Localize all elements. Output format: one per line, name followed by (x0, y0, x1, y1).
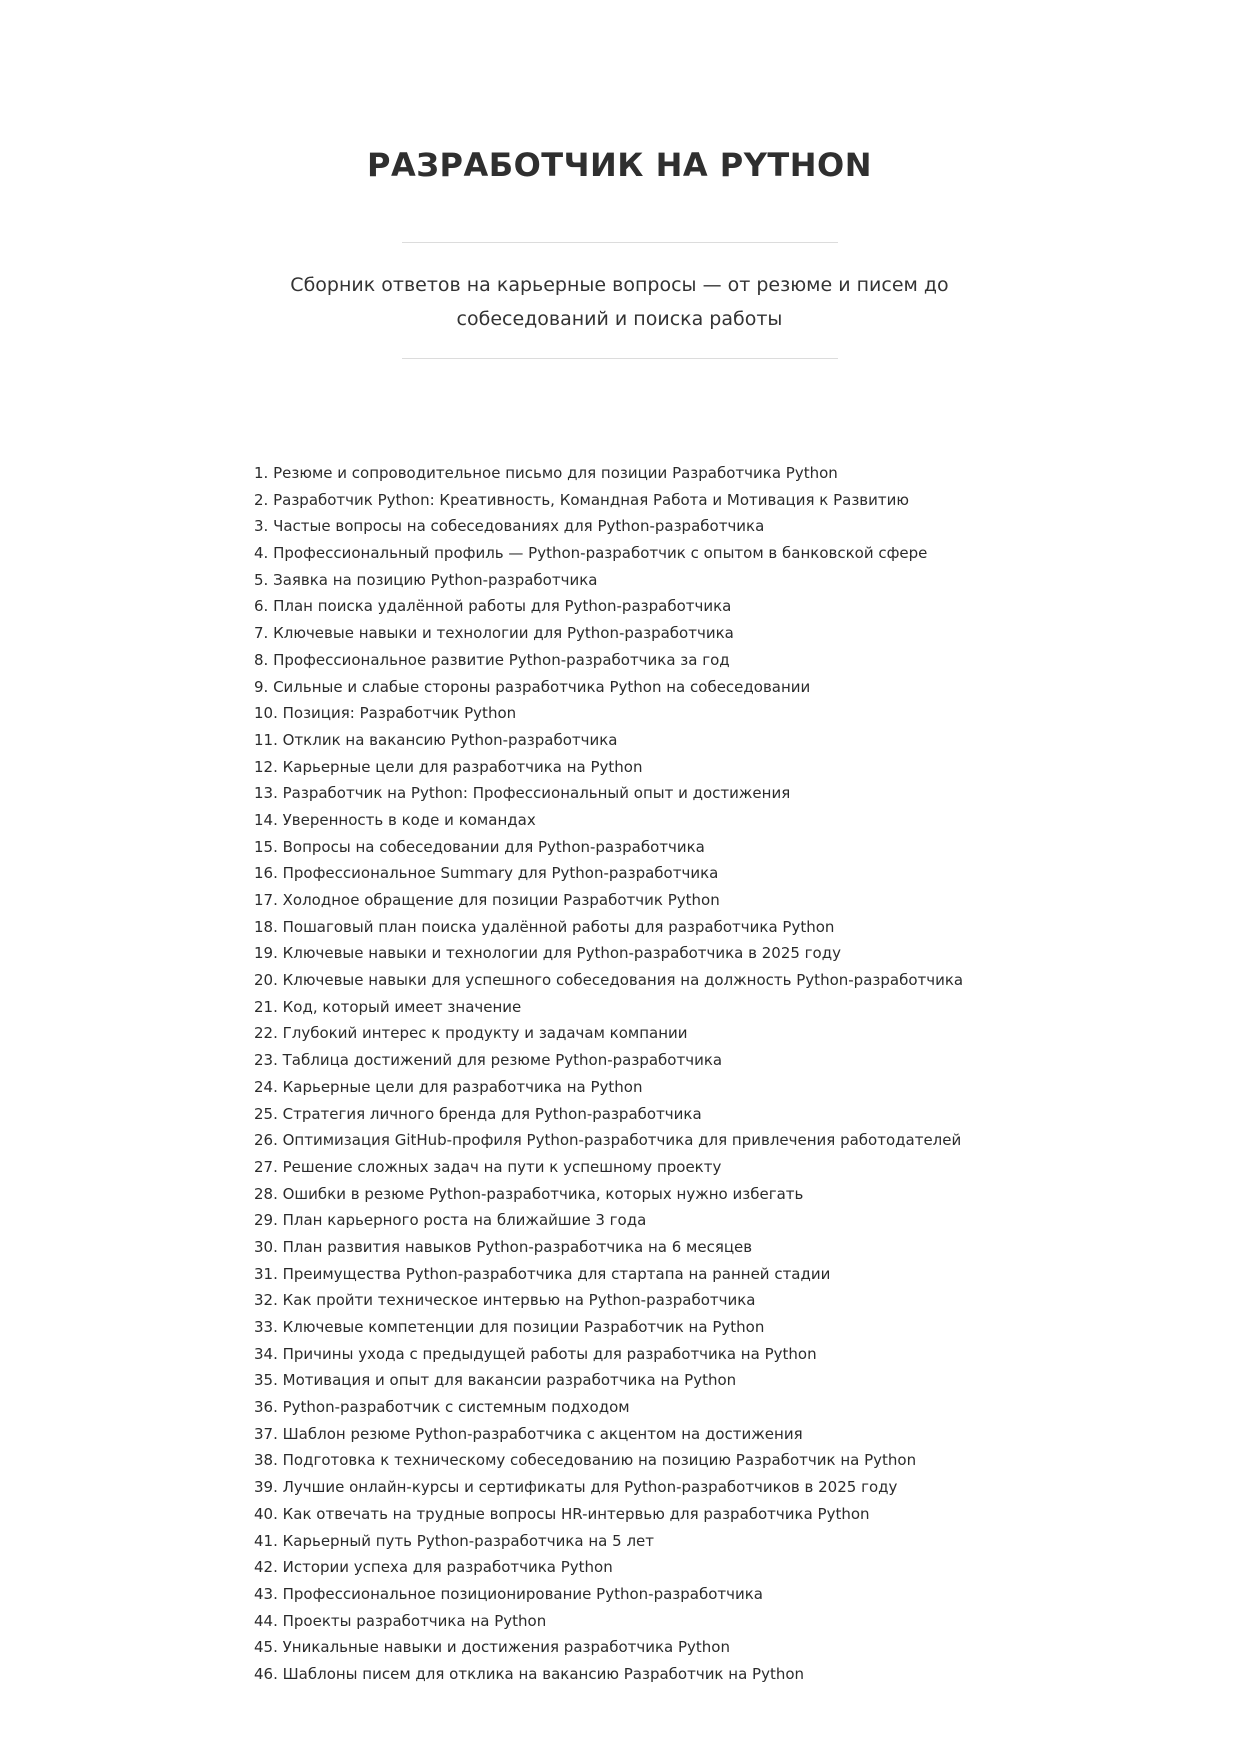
toc-item: 31. Преимущества Python-разработчика для стартапа на ранней стадии (254, 1264, 831, 1283)
toc-item: 46. Шаблоны писем для отклика на вакансию Разработчик на Python (254, 1664, 805, 1683)
toc-item: 27. Решение сложных задач на пути к успешному проекту (254, 1157, 722, 1176)
toc-item: 43. Профессиональное позиционирование Python-разработчика (254, 1584, 764, 1603)
toc-item: 25. Стратегия личного бренда для Python-разработчика (254, 1104, 702, 1123)
toc-item: 8. Профессиональное развитие Python-разработчика за год (254, 650, 730, 669)
toc-item: 16. Профессиональное Summary для Python-разработчика (254, 864, 719, 883)
toc-item: 14. Уверенность в коде и командах (254, 810, 536, 829)
toc-item: 35. Мотивация и опыт для вакансии разработчика на Python (254, 1371, 737, 1390)
table-of-contents (254, 460, 1014, 1688)
toc-item: 18. Пошаговый план поиска удалённой работы для разработчика Python (254, 917, 835, 936)
toc-item: 42. Истории успеха для разработчика Python (254, 1558, 613, 1577)
toc-item: 15. Вопросы на собеседовании для Python-разработчика (254, 837, 705, 856)
top-divider (402, 242, 838, 243)
toc-item: 41. Карьерный путь Python-разработчика на 5 лет (254, 1531, 655, 1550)
toc-item: 19. Ключевые навыки и технологии для Python-разработчика в 2025 году (254, 944, 841, 963)
toc-item: 24. Карьерные цели для разработчика на Python (254, 1077, 643, 1096)
toc-item: 38. Подготовка к техническому собеседованию на позицию Разработчик на Python (254, 1451, 917, 1470)
toc-item: 6. План поиска удалённой работы для Python-разработчика (254, 597, 732, 616)
toc-item: 1. Резюме и сопроводительное письмо для позиции Разработчика Python (254, 464, 838, 482)
toc-item: 21. Код, который имеет значение (254, 997, 522, 1016)
toc-item: 29. План карьерного роста на ближайшие 3 года (254, 1211, 647, 1230)
toc-item: 28. Ошибки в резюме Python-разработчика, которых нужно избегать (254, 1184, 804, 1203)
toc-item: 37. Шаблон резюме Python-разработчика с акцентом на достижения (254, 1424, 803, 1443)
toc-item: 3. Частые вопросы на собеседованиях для Python-разработчика (254, 517, 765, 536)
toc-item: 40. Как отвечать на трудные вопросы HR-интервью для разработчика Python (254, 1504, 870, 1523)
toc-item: 22. Глубокий интерес к продукту и задачам компании (254, 1024, 688, 1043)
toc-item: 44. Проекты разработчика на Python (254, 1611, 547, 1630)
toc-item: 13. Разработчик на Python: Профессиональный опыт и достижения (254, 784, 791, 803)
toc-item: 23. Таблица достижений для резюме Python-разработчика (254, 1051, 723, 1070)
toc-item: 32. Как пройти техническое интервью на Python-разработчика (254, 1291, 756, 1310)
toc-item: 20. Ключевые навыки для успешного собеседования на должность Python-разработчика (254, 971, 964, 990)
toc-item: 30. План развития навыков Python-разработчика на 6 месяцев (254, 1237, 753, 1256)
toc-item: 7. Ключевые навыки и технологии для Python-разработчика (254, 624, 734, 643)
toc-item: 34. Причины ухода с предыдущей работы для разработчика на Python (254, 1344, 817, 1363)
toc-item: 10. Позиция: Разработчик Python (254, 704, 517, 723)
toc-item: 45. Уникальные навыки и достижения разработчика Python (254, 1638, 730, 1657)
page-title: РАЗРАБОТЧИК НА PYTHON (367, 146, 872, 184)
toc-item: 17. Холодное обращение для позиции Разработчик Python (254, 891, 720, 909)
toc-item: 36. Python-разработчик с системным подходом (254, 1398, 630, 1417)
toc-item: 5. Заявка на позицию Python-разработчика (254, 570, 598, 589)
toc-item: 33. Ключевые компетенции для позиции Разработчик на Python (254, 1318, 765, 1336)
toc-item: 12. Карьерные цели для разработчика на Python (254, 757, 643, 776)
bottom-divider (402, 358, 838, 359)
page-subtitle: Сборник ответов на карьерные вопросы — от резюме и писем до собеседований и поиска работы (290, 274, 949, 330)
toc-item: 26. Оптимизация GitHub-профиля Python-разработчика для привлечения работодателей (254, 1131, 962, 1150)
toc-item: 9. Сильные и слабые стороны разработчика Python на собеседовании (254, 677, 811, 696)
toc-item: 4. Профессиональный профиль — Python-разработчик с опытом в банковской сфере (254, 544, 928, 563)
toc-item: 39. Лучшие онлайн-курсы и сертификаты для Python-разработчиков в 2025 году (254, 1478, 898, 1497)
toc-item: 2. Разработчик Python: Креативность, Командная Работа и Мотивация к Развитию (254, 490, 910, 509)
toc-item: 11. Отклик на вакансию Python-разработчика (254, 730, 618, 749)
